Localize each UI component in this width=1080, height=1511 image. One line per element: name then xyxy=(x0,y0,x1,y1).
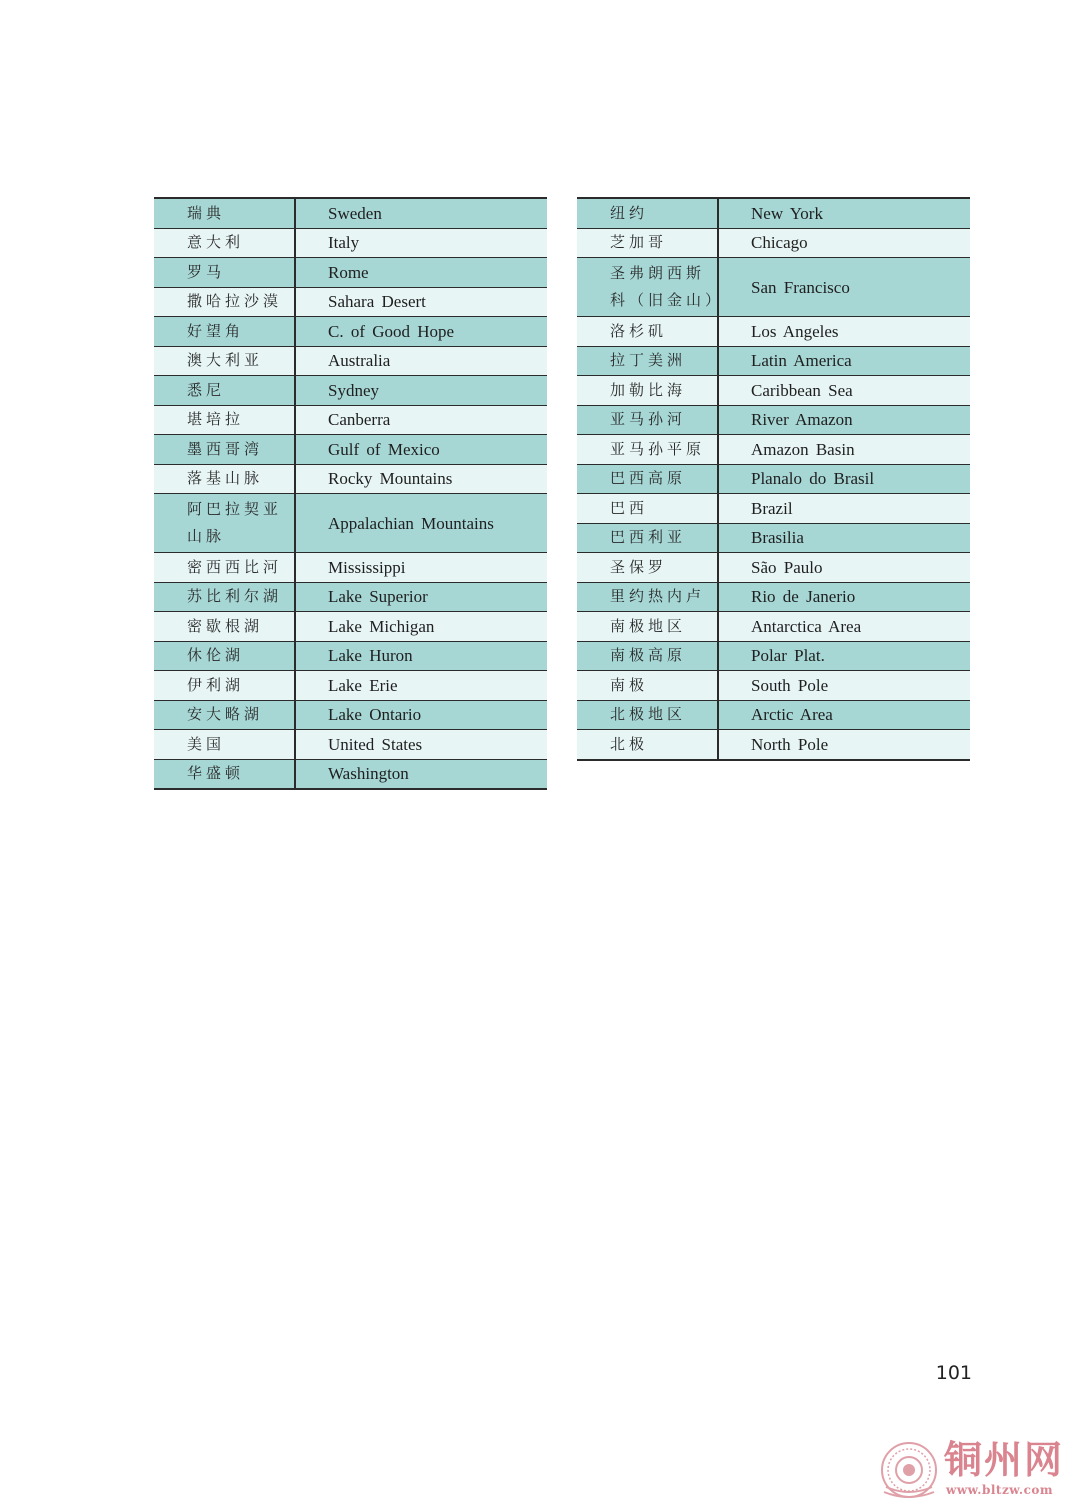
chinese-term: 北极 xyxy=(577,730,718,760)
table-row xyxy=(154,671,547,701)
english-term: Sydney xyxy=(295,376,547,406)
chinese-term: 密歇根湖 xyxy=(154,612,295,642)
table-row xyxy=(154,317,547,347)
english-term: South Pole xyxy=(718,671,970,701)
chinese-term: 亚马孙平原 xyxy=(577,435,718,465)
chinese-term: 悉尼 xyxy=(154,376,295,406)
table-row xyxy=(577,317,970,347)
table-row xyxy=(154,759,547,789)
english-term: Washington xyxy=(295,759,547,789)
page-number: 101 xyxy=(935,1362,972,1384)
english-term: Caribbean Sea xyxy=(718,376,970,406)
english-term: Lake Ontario xyxy=(295,700,547,730)
english-term: Lake Huron xyxy=(295,641,547,671)
english-term: Italy xyxy=(295,228,547,258)
english-term: Latin America xyxy=(718,346,970,376)
english-term: Sahara Desert xyxy=(295,287,547,317)
chinese-term: 芝加哥 xyxy=(577,228,718,258)
chinese-term: 巴西利亚 xyxy=(577,523,718,553)
english-term: Planalo do Brasil xyxy=(718,464,970,494)
table-row xyxy=(577,405,970,435)
table-row xyxy=(577,730,970,760)
table-row xyxy=(154,405,547,435)
english-term: North Pole xyxy=(718,730,970,760)
english-term: Antarctica Area xyxy=(718,612,970,642)
chinese-term: 撒哈拉沙漠 xyxy=(154,287,295,317)
chinese-term: 亚马孙河 xyxy=(577,405,718,435)
chinese-term: 阿巴拉契亚山脉 xyxy=(154,494,295,553)
chinese-term: 安大略湖 xyxy=(154,700,295,730)
seal-logo-icon xyxy=(880,1441,938,1499)
chinese-term: 堪培拉 xyxy=(154,405,295,435)
english-term: New York xyxy=(718,198,970,228)
table-row xyxy=(577,582,970,612)
chinese-term: 澳大利亚 xyxy=(154,346,295,376)
english-term: Amazon Basin xyxy=(718,435,970,465)
table-row xyxy=(154,582,547,612)
chinese-term: 伊利湖 xyxy=(154,671,295,701)
table-row xyxy=(154,641,547,671)
chinese-term: 好望角 xyxy=(154,317,295,347)
chinese-term: 南极地区 xyxy=(577,612,718,642)
table-row xyxy=(577,346,970,376)
table-row xyxy=(577,641,970,671)
table-row xyxy=(154,198,547,228)
chinese-term: 瑞典 xyxy=(154,198,295,228)
chinese-term: 纽约 xyxy=(577,198,718,228)
english-term: Australia xyxy=(295,346,547,376)
table-row xyxy=(577,464,970,494)
chinese-term: 密西西比河 xyxy=(154,553,295,583)
chinese-term: 南极高原 xyxy=(577,641,718,671)
table-row xyxy=(154,494,547,553)
chinese-term: 拉丁美洲 xyxy=(577,346,718,376)
english-term: Appalachian Mountains xyxy=(295,494,547,553)
site-watermark xyxy=(876,1437,1072,1503)
table-row xyxy=(577,523,970,553)
chinese-term: 墨西哥湾 xyxy=(154,435,295,465)
english-term: Brazil xyxy=(718,494,970,524)
english-term: Sweden xyxy=(295,198,547,228)
english-term: Chicago xyxy=(718,228,970,258)
english-term: Polar Plat. xyxy=(718,641,970,671)
english-term: Rocky Mountains xyxy=(295,464,547,494)
glossary-table-left xyxy=(154,197,547,790)
table-row xyxy=(577,553,970,583)
table-row xyxy=(577,258,970,317)
english-term: C. of Good Hope xyxy=(295,317,547,347)
chinese-term: 华盛顿 xyxy=(154,759,295,789)
table-row xyxy=(577,700,970,730)
table-row xyxy=(154,435,547,465)
table-row xyxy=(154,464,547,494)
chinese-term: 苏比利尔湖 xyxy=(154,582,295,612)
english-term: Brasilia xyxy=(718,523,970,553)
table-row xyxy=(577,198,970,228)
english-term: Mississippi xyxy=(295,553,547,583)
english-term: River Amazon xyxy=(718,405,970,435)
table-row xyxy=(154,553,547,583)
english-term: Rio de Janerio xyxy=(718,582,970,612)
english-term: Canberra xyxy=(295,405,547,435)
english-term: San Francisco xyxy=(718,258,970,317)
chinese-term: 北极地区 xyxy=(577,700,718,730)
table-row xyxy=(154,258,547,288)
english-term: United States xyxy=(295,730,547,760)
chinese-term: 美国 xyxy=(154,730,295,760)
table-row xyxy=(154,700,547,730)
english-term: Los Angeles xyxy=(718,317,970,347)
chinese-term: 洛杉矶 xyxy=(577,317,718,347)
table-row xyxy=(577,612,970,642)
english-term: São Paulo xyxy=(718,553,970,583)
watermark-name: 铜州网 xyxy=(944,1437,1065,1482)
table-row xyxy=(577,494,970,524)
table-row xyxy=(154,287,547,317)
table-row xyxy=(154,376,547,406)
table-row xyxy=(154,228,547,258)
english-term: Lake Erie xyxy=(295,671,547,701)
chinese-term: 落基山脉 xyxy=(154,464,295,494)
table-row xyxy=(577,228,970,258)
english-term: Rome xyxy=(295,258,547,288)
chinese-term: 休伦湖 xyxy=(154,641,295,671)
watermark-url: www.bltzw.com xyxy=(946,1483,1054,1497)
chinese-term: 巴西高原 xyxy=(577,464,718,494)
chinese-term: 圣弗朗西斯科（旧金山） xyxy=(577,258,718,317)
chinese-term: 罗马 xyxy=(154,258,295,288)
table-row xyxy=(577,435,970,465)
table-row xyxy=(577,671,970,701)
english-term: Lake Michigan xyxy=(295,612,547,642)
chinese-term: 南极 xyxy=(577,671,718,701)
english-term: Arctic Area xyxy=(718,700,970,730)
chinese-term: 圣保罗 xyxy=(577,553,718,583)
table-row xyxy=(154,730,547,760)
table-row xyxy=(154,612,547,642)
chinese-term: 巴西 xyxy=(577,494,718,524)
table-row xyxy=(577,376,970,406)
chinese-term: 加勒比海 xyxy=(577,376,718,406)
chinese-term: 意大利 xyxy=(154,228,295,258)
table-row xyxy=(154,346,547,376)
english-term: Gulf of Mexico xyxy=(295,435,547,465)
chinese-term: 里约热内卢 xyxy=(577,582,718,612)
glossary-table-right xyxy=(577,197,970,761)
english-term: Lake Superior xyxy=(295,582,547,612)
